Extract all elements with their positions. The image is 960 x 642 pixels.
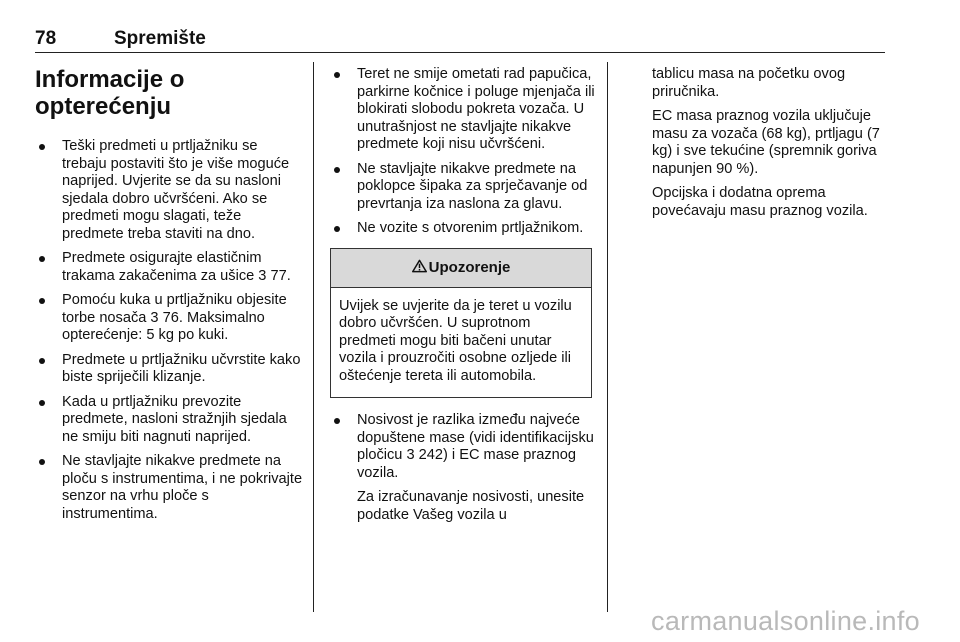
warning-triangle-icon xyxy=(412,259,427,273)
paragraph: Opcijska i dodatna oprema povećavaju masu praznog vozila. xyxy=(652,185,868,219)
list-item: Teški predmeti u prtljažniku se trebaju postaviti što je više moguće naprijed. Uvjerite se da su nasloni sjedala dobro učvršćeni. Ako se predmeti mogu slagati, teže predmete treba staviti na dno. xyxy=(35,138,305,243)
list-item: Kada u prtljažniku prevozite predmete, nasloni stražnjih sjedala ne smiju biti nagnuti naprijed. xyxy=(35,394,305,447)
page-header xyxy=(35,28,885,53)
watermark: carmanualsonline.info xyxy=(651,606,920,636)
list-item: Nosivost je razlika između najveće dopuštene mase (vidi identifikacijsku pločicu 3 242) i EC mase praznog vozila. Za izračunavanje nosivosti, unesite podatke Vašeg vozila u xyxy=(330,412,596,524)
column-divider-2 xyxy=(607,62,608,612)
bullet-list-2 xyxy=(330,66,596,238)
bullet-list-3 xyxy=(330,412,596,524)
page-number: 78 xyxy=(35,28,57,49)
paragraph: EC masa praznog vozila uključuje masu za vozača (68 kg), prtljagu (7 kg) i sve tekućine (spremnik goriva napunjen 90 %). xyxy=(652,108,880,177)
list-item: Ne stavljajte nikakve predmete na ploču s instrumentima, i ne pokrivajte senzor na vrhu ploče s instrumentima. xyxy=(35,453,305,523)
column-2 xyxy=(330,66,596,531)
bullet-list-1 xyxy=(35,138,305,523)
list-item: Pomoću kuka u prtljažniku objesite torbe nosača 3 76. Maksimalno opterećenje: 5 kg po kuki. xyxy=(35,292,305,345)
column-divider-1 xyxy=(313,62,314,612)
running-title: Spremište xyxy=(114,28,206,49)
warning-text: Uvijek se uvjerite da je teret u vozilu dobro učvršćen. U suprotnom predmeti mogu biti bačeni unutar vozila i prouzročiti osobne ozljede ili oštećenje tereta ili automobila. xyxy=(339,297,572,384)
paragraph: tablicu masa na početku ovog priručnika. xyxy=(652,66,846,100)
warning-header xyxy=(331,249,591,288)
warning-box xyxy=(330,248,592,399)
list-item: Predmete u prtljažniku učvrstite kako biste spriječili klizanje. xyxy=(35,352,305,387)
section-title: Informacije o opterećenju xyxy=(35,66,185,120)
list-item-continuation: Za izračunavanje nosivosti, unesite podatke Vašeg vozila u xyxy=(357,489,585,523)
column-3 xyxy=(652,66,892,227)
column-1 xyxy=(35,66,305,530)
list-item: Predmete osigurajte elastičnim trakama zakačenima za ušice 3 77. xyxy=(35,250,305,285)
warning-title: Upozorenje xyxy=(428,258,511,276)
list-item: Teret ne smije ometati rad papučica, parkirne kočnice i poluge mjenjača ili blokirati slobodu pokreta vozača. U unutrašnjost ne stavljajte nikakve predmete koji nisu učvršćeni. xyxy=(330,66,596,154)
list-item: Ne vozite s otvorenim prtljažnikom. xyxy=(330,220,596,238)
list-item: Ne stavljajte nikakve predmete na poklopce šipaka za sprječavanje od prevrtanja iza naslona za glavu. xyxy=(330,161,596,214)
